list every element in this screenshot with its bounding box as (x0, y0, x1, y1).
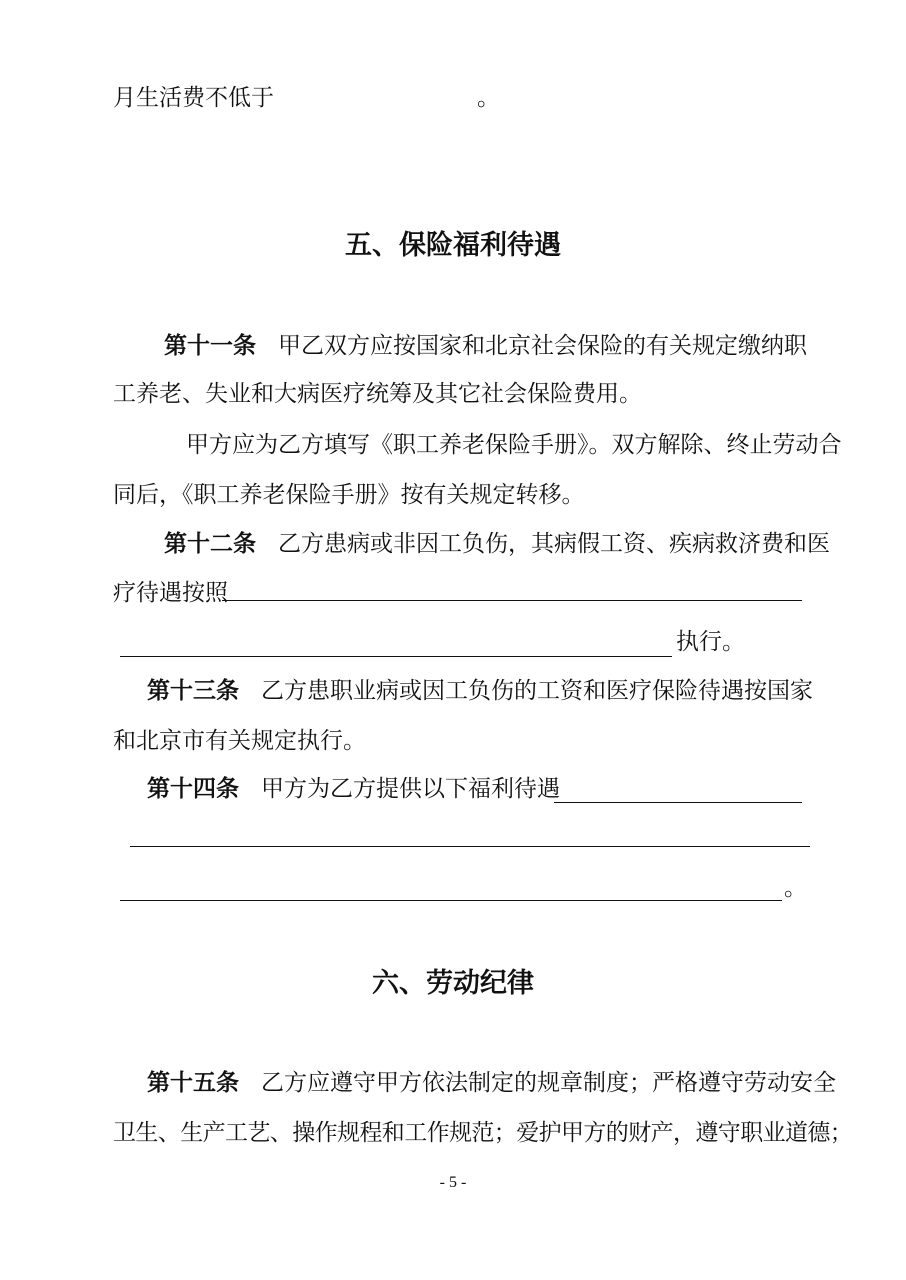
article-13-line-1 (147, 675, 813, 707)
living-cost-line (113, 82, 274, 114)
article-11-para2-line-1: 甲方应为乙方填写《职工养老保险手册》。双方解除、终止劳动合 (186, 432, 842, 458)
welfare-blank-2[interactable] (130, 846, 810, 847)
article-13-text-1: 乙方患职业病或因工负伤的工资和医疗保险待遇按国家 (261, 678, 813, 704)
article-15-line-1 (147, 1067, 836, 1099)
article-14-text-1: 甲方为乙方提供以下福利待遇 (261, 776, 560, 802)
article-11-label: 第十一条 (164, 332, 256, 359)
welfare-blank-3[interactable] (120, 900, 782, 901)
article-12-label: 第十二条 (164, 530, 256, 557)
article-12-line-3-end: 执行。 (676, 629, 745, 655)
article-15-label: 第十五条 (147, 1069, 239, 1096)
welfare-blank-1[interactable] (554, 802, 802, 803)
section-five-heading: 五、保险福利待遇 (345, 230, 561, 261)
article-14-label: 第十四条 (147, 775, 239, 802)
welfare-end-mark: 。 (784, 875, 807, 901)
article-13-line-2: 和北京市有关规定执行。 (113, 728, 366, 754)
article-15-text-1: 乙方应遵守甲方依法制定的规章制度；严格遵守劳动安全 (261, 1070, 836, 1096)
page-number: - 5 - (439, 1174, 467, 1191)
sick-leave-blank-1[interactable] (222, 600, 802, 601)
article-15-line-2: 卫生、生产工艺、操作规程和工作规范；爱护甲方的财产，遵守职业道德； (113, 1120, 853, 1146)
article-12-line-1 (164, 528, 830, 560)
article-12-text-1: 乙方患病或非因工负伤，其病假工资、疾病救济费和医 (278, 531, 830, 557)
section-six-heading: 六、劳动纪律 (372, 968, 534, 999)
article-11-line-2: 工养老、失业和大病医疗统筹及其它社会保险费用。 (113, 381, 642, 407)
living-cost-text: 月生活费不低于 (113, 85, 274, 111)
article-12-line-2: 疗待遇按照 (113, 580, 228, 606)
article-11-para2-line-2: 同后，《职工养老保险手册》按有关规定转移。 (113, 482, 585, 508)
article-13-label: 第十三条 (147, 677, 239, 704)
living-cost-end-mark: 。 (477, 85, 500, 111)
article-11-line-1 (164, 330, 807, 362)
article-11-text-1: 甲乙双方应按国家和北京社会保险的有关规定缴纳职 (278, 333, 807, 359)
sick-leave-blank-2[interactable] (120, 656, 672, 657)
article-14-line-1 (147, 773, 560, 805)
